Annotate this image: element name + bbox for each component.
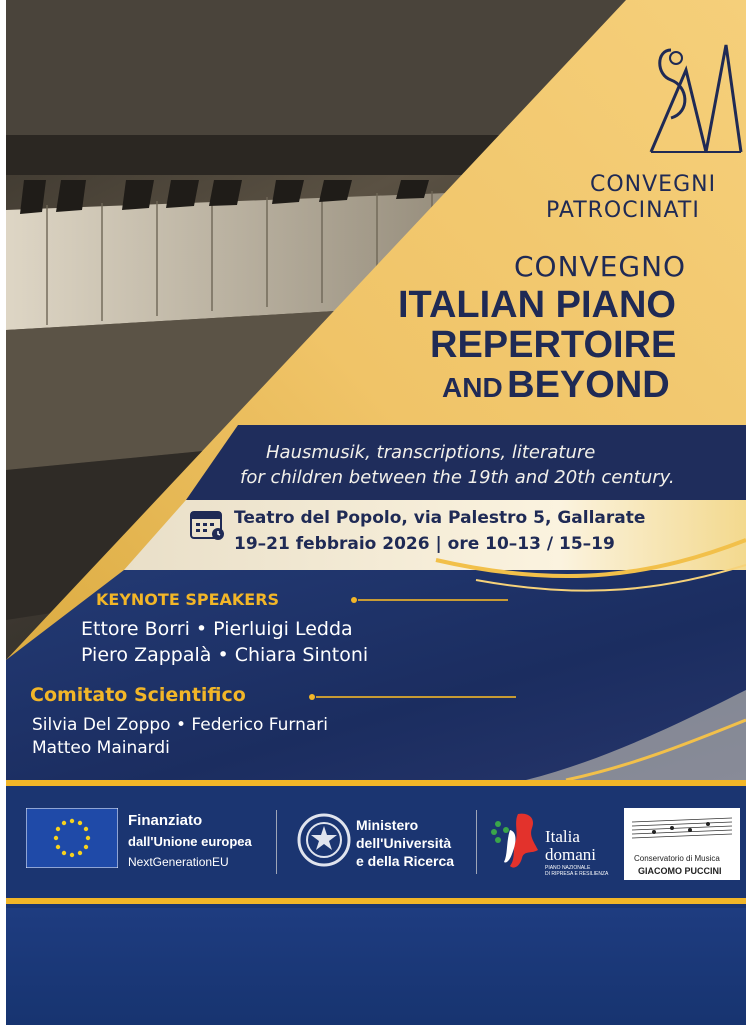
- committee-heading: Comitato Scientifico: [30, 684, 246, 706]
- conservatorio-line1: Conservatorio di Musica: [634, 854, 720, 863]
- conservatorio-line2: GIACOMO PUCCINI: [638, 866, 722, 876]
- italia-small1: PIANO NAZIONALE: [545, 865, 591, 871]
- eu-line1: Finanziato: [128, 812, 203, 829]
- poster: [6, 0, 746, 908]
- event-title-beyond: BEYOND: [507, 364, 670, 406]
- event-title-line3: [442, 364, 670, 407]
- bottom-band: [6, 908, 746, 1025]
- event-title-line2: REPERTOIRE: [430, 324, 677, 366]
- event-kicker: CONVEGNO: [514, 250, 687, 283]
- sponsor-divider: [476, 810, 477, 874]
- sponsor-divider: [276, 810, 277, 874]
- mur-line2: dell'Università: [356, 835, 452, 851]
- event-title-line1: ITALIAN PIANO: [398, 284, 676, 326]
- mur-line1: Ministero: [356, 817, 419, 833]
- event-dates: 19–21 febbraio 2026 | ore 10–13 / 15–19: [234, 534, 615, 554]
- logo-line1: CONVEGNI: [590, 172, 717, 197]
- logo-line2: PATROCINATI: [546, 198, 700, 223]
- event-venue: Teatro del Popolo, via Palestro 5, Gallarate: [234, 508, 646, 528]
- music-staff-icon: [624, 810, 740, 850]
- keynote-heading: KEYNOTE SPEAKERS: [96, 590, 280, 609]
- keynote-line2: Piero Zappalà • Chiara Sintoni: [81, 644, 369, 666]
- eu-line3: NextGenerationEU: [128, 855, 229, 869]
- conservatorio-logo: [624, 808, 740, 880]
- subtitle-line2: for children between the 19th and 20th century.: [240, 467, 675, 488]
- italia-domani-icon: [488, 810, 544, 872]
- calendar-icon: [189, 507, 225, 541]
- eu-line2: dall'Unione europea: [128, 834, 252, 849]
- committee-line1: Silvia Del Zoppo • Federico Furnari: [32, 715, 329, 735]
- italia-line1: Italia: [545, 827, 580, 846]
- committee-line2: Matteo Mainardi: [32, 738, 170, 758]
- keynote-line1: Ettore Borri • Pierluigi Ledda: [81, 618, 353, 640]
- italia-line2: domani: [545, 845, 596, 864]
- sim-logo: [646, 40, 746, 160]
- republic-emblem-icon: [296, 812, 352, 868]
- italia-small2: DI RIPRESA E RESILIENZA: [545, 871, 609, 877]
- subtitle-line1: Hausmusik, transcriptions, literature: [266, 442, 596, 463]
- mur-line3: e della Ricerca: [356, 853, 455, 869]
- event-title-and: AND: [442, 372, 503, 403]
- eu-flag-icon: [26, 808, 118, 868]
